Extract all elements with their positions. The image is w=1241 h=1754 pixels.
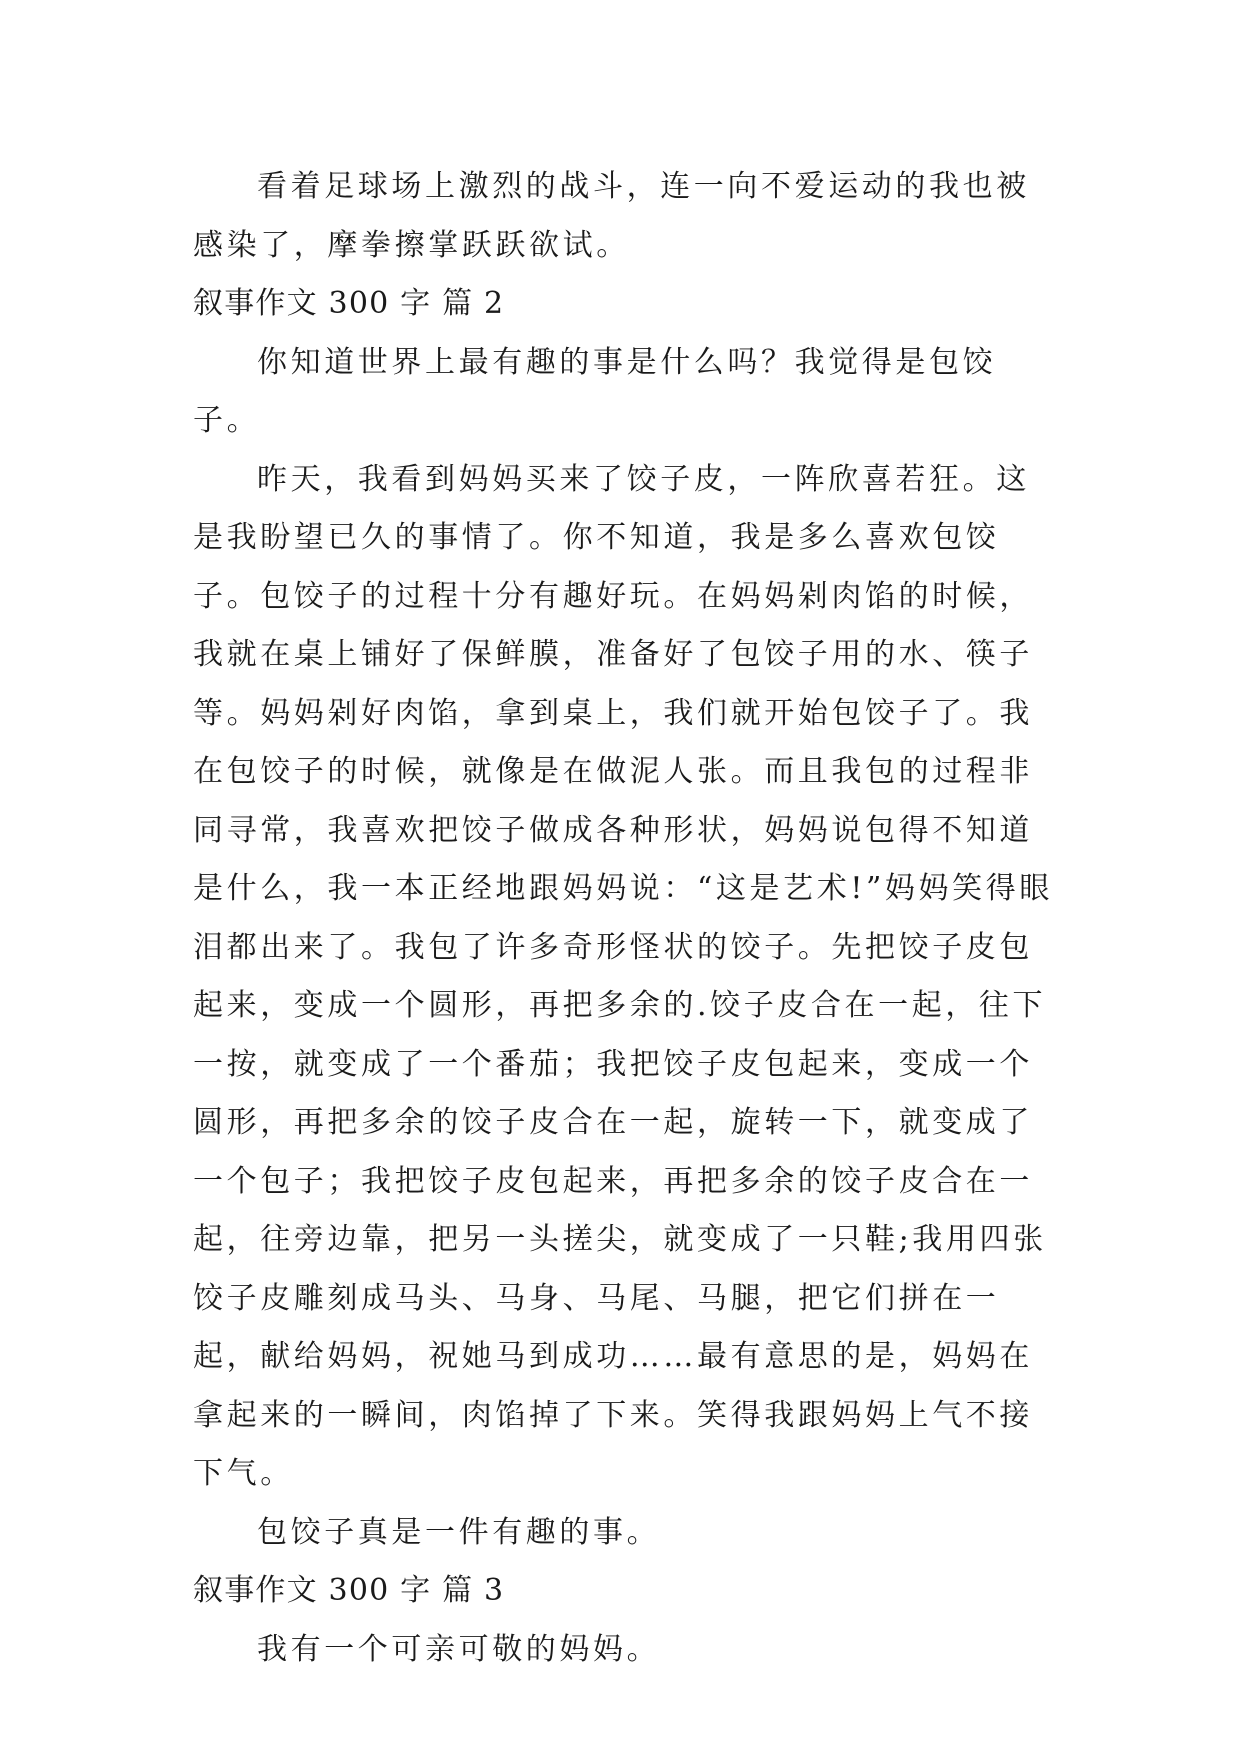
- paragraph: 看着足球场上激烈的战斗，连一向不爱运动的我也被感染了，摩拳擦掌跃跃欲试。: [193, 169, 1030, 263]
- paragraph: 昨天，我看到妈妈买来了饺子皮，一阵欣喜若狂。这是我盼望已久的事情了。你不知道，我是多么喜欢包饺子。包饺子的过程十分有趣好玩。在妈妈剁肉馅的时候，我就在桌上铺好了保鲜膜，准备好了包饺子用的水、筷子等。妈妈剁好肉馅，拿到桌上，我们就开始包饺子了。我在包饺子的时候，就像是在做泥人张。而且我包的过程非同寻常，我喜欢把饺子做成各种形状，妈妈说包得不知道是什么，我一本正经地跟妈妈说：“这是艺术!”妈妈笑得眼泪都出来了。我包了许多奇形怪状的饺子。先把饺子皮包起来，变成一个圆形，再把多余的.饺子皮合在一起，往下一按，就变成了一个番茄；我把饺子皮包起来，变成一个圆形，再把多余的饺子皮合在一起，旋转一下，就变成了一个包子；我把饺子皮包起来，再把多余的饺子皮合在一起，往旁边靠，把另一头搓尖，就变成了一只鞋;我用四张饺子皮雕刻成马头、马身、马尾、马腿，把它们拼在一起，献给妈妈，祝她马到成功……最有意思的是，妈妈在拿起来的一瞬间，肉馅掉了下来。笑得我跟妈妈上气不接下气。: [193, 461, 1053, 1491]
- section-heading: 叙事作文 300 字 篇 2: [193, 286, 505, 321]
- paragraph: 包饺子真是一件有趣的事。: [257, 1514, 661, 1550]
- document-body: [193, 158, 1053, 1679]
- paragraph: 你知道世界上最有趣的事是什么吗？我觉得是包饺子。: [193, 344, 997, 438]
- paragraph: 我有一个可亲可敬的妈妈。: [257, 1631, 661, 1667]
- section-heading: 叙事作文 300 字 篇 3: [193, 1573, 505, 1608]
